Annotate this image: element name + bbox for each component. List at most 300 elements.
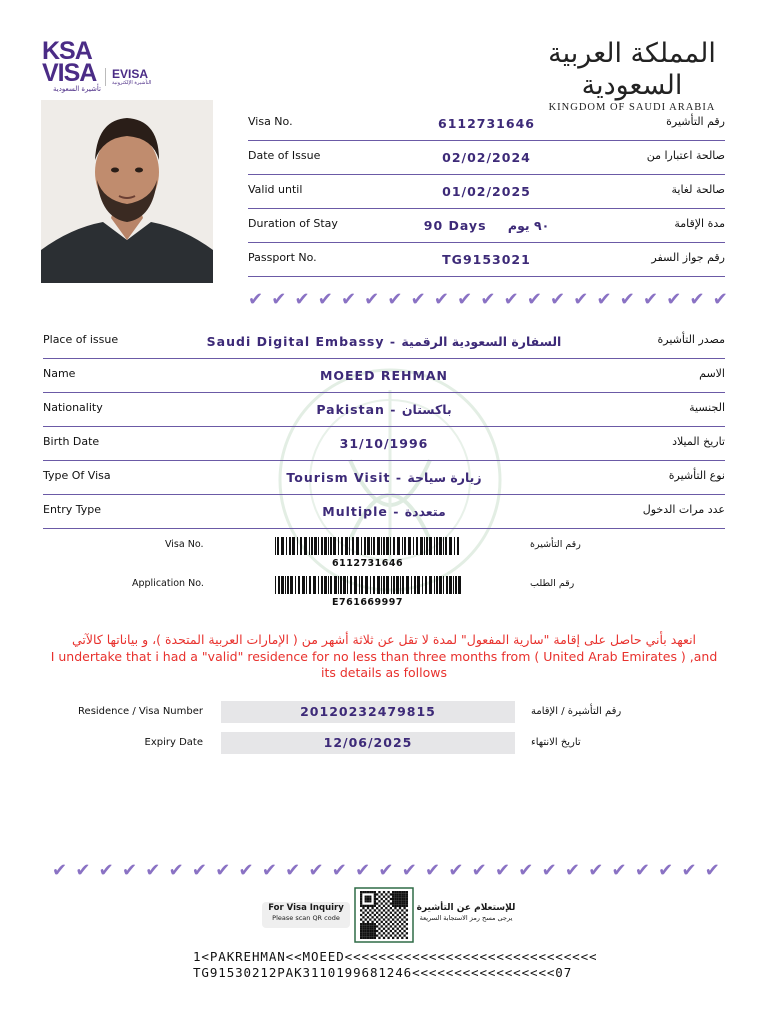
qr-module <box>365 930 367 932</box>
barcode-bar <box>347 576 348 594</box>
qr-module <box>360 902 362 904</box>
qr-module <box>367 934 369 936</box>
barcode-bar <box>449 576 452 594</box>
qr-module <box>369 914 371 916</box>
field-label: Date of Issue <box>248 149 321 162</box>
qr-module <box>403 925 405 927</box>
qr-module <box>387 891 389 893</box>
kingdom-arabic-calligraphy: المملكة العربية السعودية <box>548 38 716 101</box>
qr-module <box>371 921 373 923</box>
checkmark-icon: ✔ <box>387 289 403 310</box>
qr-module <box>406 893 408 895</box>
qr-module <box>378 909 380 911</box>
qr-module <box>401 914 403 916</box>
barcode-bar <box>406 576 409 594</box>
barcode-bar <box>286 537 287 555</box>
field-entry-type <box>43 494 725 529</box>
barcode-bar <box>383 576 385 594</box>
checkmark-icon: ✔ <box>634 860 650 881</box>
residence-label-arabic: رقم التأشيرة / الإقامة <box>531 706 622 717</box>
checkmark-icon: ✔ <box>480 289 496 310</box>
qr-module <box>406 900 408 902</box>
barcode-bar <box>290 576 293 594</box>
qr-module <box>362 934 364 936</box>
barcode-bar <box>397 537 400 555</box>
field-visa-no <box>248 106 725 141</box>
qr-module <box>369 918 371 920</box>
declaration-english-line2: its details as follows <box>320 665 447 680</box>
ksa-logo-arabic: تأشيرة السعودية <box>53 85 101 93</box>
qr-module <box>371 907 373 909</box>
qr-module <box>399 907 401 909</box>
ksa-logo-line1: KSA <box>42 37 92 65</box>
qr-module <box>360 923 362 925</box>
barcode-bar <box>321 537 323 555</box>
qr-module <box>367 896 369 898</box>
qr-module <box>367 898 369 900</box>
qr-module <box>367 937 369 939</box>
qr-module <box>403 912 405 914</box>
qr-module <box>394 930 396 932</box>
qr-module <box>387 896 389 898</box>
barcode-bar <box>420 537 423 555</box>
field-nationality <box>43 392 725 427</box>
qr-module <box>390 912 392 914</box>
qr-module <box>360 909 362 911</box>
qr-module <box>376 907 378 909</box>
barcode-bar <box>297 537 298 555</box>
qr-module <box>401 923 403 925</box>
barcode-bar <box>424 537 425 555</box>
qr-module <box>385 902 387 904</box>
qr-module <box>387 928 389 930</box>
qr-module <box>403 916 405 918</box>
field-label: Entry Type <box>43 503 102 516</box>
barcode-bar <box>400 576 401 594</box>
checkmark-icon: ✔ <box>308 860 324 881</box>
barcode-bar <box>454 537 455 555</box>
barcode-bar <box>309 537 310 555</box>
checkmark-icon: ✔ <box>248 289 264 310</box>
barcode-bar <box>414 576 416 594</box>
qr-module <box>362 925 364 927</box>
barcode-bar <box>338 576 339 594</box>
qr-module <box>383 900 385 902</box>
checkmark-icon: ✔ <box>294 289 310 310</box>
qr-module <box>399 900 401 902</box>
qr-module <box>371 912 373 914</box>
qr-module <box>374 893 376 895</box>
checkmark-icon: ✔ <box>448 860 464 881</box>
qr-module <box>360 914 362 916</box>
qr-module <box>390 902 392 904</box>
qr-module <box>399 898 401 900</box>
barcode-bar <box>341 537 343 555</box>
qr-module <box>381 916 383 918</box>
checkmark-icon: ✔ <box>285 860 301 881</box>
qr-module <box>406 902 408 904</box>
barcode-bar <box>434 537 435 555</box>
qr-module <box>385 898 387 900</box>
declaration-english-line1: I undertake that i had a "valid" residence for no less than three months from ( United Arab Emirates ) ,and <box>50 648 718 664</box>
field-value: 02/02/2024 <box>442 150 531 165</box>
barcode-bar <box>295 576 296 594</box>
field-label: Visa No. <box>248 115 293 128</box>
checkmark-icon: ✔ <box>611 860 627 881</box>
barcode-bar <box>390 537 391 555</box>
qr-module <box>369 932 371 934</box>
qr-module <box>378 932 380 934</box>
field-label-arabic: مدة الإقامة <box>674 217 725 230</box>
qr-module <box>401 902 403 904</box>
qr-module <box>369 900 371 902</box>
qr-module <box>365 923 367 925</box>
barcode-bar <box>455 576 457 594</box>
qr-module <box>362 905 364 907</box>
qr-module <box>381 930 383 932</box>
qr-module <box>401 928 403 930</box>
barcode-bar <box>285 576 286 594</box>
field-type-of-visa <box>43 460 725 495</box>
qr-module <box>374 898 376 900</box>
qr-module <box>378 900 380 902</box>
qr-module <box>383 891 385 893</box>
qr-module <box>376 916 378 918</box>
checkmark-icon: ✔ <box>573 289 589 310</box>
residence-value: 20120232479815 <box>221 701 515 723</box>
barcode-label-arabic: رقم الطلب <box>530 578 575 589</box>
qr-module <box>376 902 378 904</box>
qr-module <box>369 934 371 936</box>
barcode-bar <box>371 537 372 555</box>
checkmark-icon: ✔ <box>355 860 371 881</box>
qr-module <box>399 896 401 898</box>
barcode-bar <box>449 537 452 555</box>
field-value: Tourism Visit - زيارة سياحة <box>286 470 482 485</box>
field-label: Nationality <box>43 401 103 414</box>
qr-module <box>392 923 394 925</box>
qr-module <box>403 905 405 907</box>
checkmark-icon: ✔ <box>191 860 207 881</box>
field-label: Name <box>43 367 76 380</box>
qr-module <box>365 898 367 900</box>
qr-module <box>392 932 394 934</box>
qr-module <box>365 925 367 927</box>
checkmark-icon: ✔ <box>526 289 542 310</box>
qr-module <box>371 937 373 939</box>
barcode-bar <box>330 537 332 555</box>
barcode-bar <box>287 576 289 594</box>
field-value: 01/02/2025 <box>442 184 531 199</box>
checkmark-icon: ✔ <box>364 289 380 310</box>
qr-module <box>406 923 408 925</box>
field-label: Birth Date <box>43 435 100 448</box>
barcode-bar <box>292 537 295 555</box>
qr-module <box>399 921 401 923</box>
qr-module <box>394 934 396 936</box>
qr-module <box>397 891 399 893</box>
qr-module <box>367 905 369 907</box>
qr-module <box>406 937 408 939</box>
qr-module <box>397 902 399 904</box>
residence-declaration <box>30 632 738 682</box>
qr-module <box>390 934 392 936</box>
qr-module <box>362 891 364 893</box>
qr-module <box>403 900 405 902</box>
qr-module <box>362 923 364 925</box>
qr-module <box>406 914 408 916</box>
qr-module <box>394 905 396 907</box>
checkmark-icon: ✔ <box>145 860 161 881</box>
checkmark-icon: ✔ <box>378 860 394 881</box>
barcode-bar <box>377 576 380 594</box>
qr-module <box>401 937 403 939</box>
qr-module <box>369 891 371 893</box>
qr-module <box>365 909 367 911</box>
barcode-bar <box>304 537 307 555</box>
qr-module <box>374 934 376 936</box>
qr-module <box>367 891 369 893</box>
checkmark-icon: ✔ <box>238 860 254 881</box>
ksa-logo-line2: VISA <box>42 59 97 87</box>
checkmark-icon: ✔ <box>317 289 333 310</box>
qr-module <box>399 905 401 907</box>
qr-module <box>387 932 389 934</box>
visa-inquiry-english <box>262 902 350 928</box>
qr-module <box>387 909 389 911</box>
qr-module <box>365 937 367 939</box>
barcode-bar <box>365 576 368 594</box>
qr-module <box>367 907 369 909</box>
field-place-of-issue <box>43 324 725 359</box>
barcode-bar <box>302 576 305 594</box>
qr-module <box>392 891 394 893</box>
qr-module <box>383 896 385 898</box>
checkmark-icon: ✔ <box>494 860 511 881</box>
qr-module <box>397 896 399 898</box>
checkmark-icon: ✔ <box>596 289 612 310</box>
qr-module <box>401 898 403 900</box>
checkmark-icon: ✔ <box>666 289 682 310</box>
qr-module <box>403 934 405 936</box>
barcode-bar <box>458 576 461 594</box>
barcode-bar <box>453 576 454 594</box>
barcode-bar <box>373 537 375 555</box>
qr-module <box>365 918 367 920</box>
qr-module <box>374 918 376 920</box>
barcode-bar <box>354 576 357 594</box>
qr-module <box>383 914 385 916</box>
evisa-logo <box>105 68 151 86</box>
qr-module <box>390 893 392 895</box>
field-value: 90 Days ٩٠ يوم <box>423 218 550 233</box>
barcode-bar <box>417 576 420 594</box>
qr-module <box>392 896 394 898</box>
checkmark-icon: ✔ <box>503 289 519 310</box>
qr-module <box>367 916 369 918</box>
checkmark-icon: ✔ <box>689 289 705 310</box>
barcode-bar <box>338 537 339 555</box>
barcode-bar <box>324 537 327 555</box>
qr-module <box>394 902 396 904</box>
qr-code-icon[interactable] <box>354 887 414 943</box>
qr-module <box>376 925 378 927</box>
qr-module <box>365 934 367 936</box>
field-value: TG9153021 <box>442 252 531 267</box>
field-name <box>43 358 725 393</box>
kingdom-english-title: KINGDOM OF SAUDI ARABIA <box>548 102 716 113</box>
inquiry-subtitle: Please scan QR code <box>272 914 340 922</box>
barcode-bar <box>426 537 428 555</box>
field-label: Valid until <box>248 183 303 196</box>
barcode-bar <box>278 576 280 594</box>
applicant-photo <box>41 100 213 283</box>
mrz-line-2: TG91530212PAK3110199681246<<<<<<<<<<<<<<<<<07 <box>193 965 573 980</box>
qr-module <box>383 932 385 934</box>
qr-module <box>401 900 403 902</box>
field-label: Place of issue <box>43 333 119 346</box>
qr-module <box>362 907 364 909</box>
qr-module <box>401 891 403 893</box>
barcode-bar <box>318 576 319 594</box>
qr-module <box>392 898 394 900</box>
qr-module <box>369 928 371 930</box>
qr-module <box>374 928 376 930</box>
qr-module <box>378 937 380 939</box>
visa-no-barcode <box>275 537 461 555</box>
barcode-bar <box>324 576 327 594</box>
barcode-bar <box>281 537 284 555</box>
checkmark-icon: ✔ <box>564 860 580 881</box>
qr-module <box>378 928 380 930</box>
qr-module <box>378 923 380 925</box>
qr-module <box>394 896 396 898</box>
residence-visa-number-row <box>0 701 768 723</box>
qr-module <box>362 932 364 934</box>
qr-module <box>406 898 408 900</box>
qr-module <box>397 905 399 907</box>
barcode-bar <box>393 537 395 555</box>
qr-module <box>392 900 394 902</box>
qr-module <box>399 925 401 927</box>
barcode-bar <box>416 537 418 555</box>
qr-module <box>360 937 362 939</box>
barcode-bar <box>422 576 423 594</box>
barcode-bar <box>393 576 395 594</box>
qr-module <box>362 921 364 923</box>
qr-module <box>374 896 376 898</box>
qr-module <box>403 907 405 909</box>
qr-module <box>374 932 376 934</box>
qr-module <box>406 918 408 920</box>
qr-module <box>392 928 394 930</box>
barcode-bar <box>396 576 399 594</box>
visa-inquiry-arabic <box>416 902 516 928</box>
field-value: 6112731646 <box>438 116 535 131</box>
barcode-bar <box>314 537 317 555</box>
barcode-bar <box>300 537 302 555</box>
barcode-bar <box>402 537 403 555</box>
qr-module <box>360 918 362 920</box>
barcode-bar <box>330 576 332 594</box>
qr-module <box>378 891 380 893</box>
qr-module <box>369 909 371 911</box>
barcode-bar <box>352 537 354 555</box>
barcode-bar <box>436 537 438 555</box>
qr-module <box>401 909 403 911</box>
ksa-visa-logo <box>42 37 112 93</box>
checkmark-icon: ✔ <box>518 860 534 881</box>
field-value: 31/10/1996 <box>339 436 429 451</box>
qr-module <box>371 923 373 925</box>
qr-module <box>374 925 376 927</box>
barcode-bar <box>318 537 319 555</box>
qr-module <box>406 928 408 930</box>
qr-module <box>374 923 376 925</box>
field-label-arabic: عدد مرات الدخول <box>642 503 725 516</box>
barcode-bar <box>364 537 366 555</box>
qr-module <box>399 902 401 904</box>
field-label-arabic: نوع التأشيرة <box>668 469 725 482</box>
field-label: Type Of Visa <box>43 469 111 482</box>
barcode-bar <box>349 537 350 555</box>
qr-module <box>392 918 394 920</box>
qr-module <box>383 918 385 920</box>
qr-module <box>401 918 403 920</box>
qr-module <box>385 893 387 895</box>
field-label-arabic: مصدر التأشيرة <box>657 333 725 346</box>
barcode-bar <box>370 576 371 594</box>
inquiry-title-arabic: للإستعلام عن التأشيرة <box>416 903 516 913</box>
qr-module <box>365 905 367 907</box>
qr-module <box>360 891 362 893</box>
barcode-bar <box>411 576 412 594</box>
qr-module <box>362 912 364 914</box>
barcode-bar <box>361 537 362 555</box>
qr-module <box>406 905 408 907</box>
expiry-label-arabic: تاريخ الانتهاء <box>531 737 581 748</box>
field-duration-of-stay <box>248 208 725 243</box>
qr-module <box>387 937 389 939</box>
qr-module <box>362 928 364 930</box>
qr-module <box>381 893 383 895</box>
checkmark-icon: ✔ <box>550 289 566 310</box>
qr-module <box>397 937 399 939</box>
qr-module <box>374 902 376 904</box>
barcode-bar <box>381 537 382 555</box>
barcode-bar <box>289 537 291 555</box>
field-label-arabic: الاسم <box>699 367 725 380</box>
qr-module <box>385 925 387 927</box>
barcode-label-arabic: رقم التأشيرة <box>530 539 581 550</box>
qr-module <box>381 912 383 914</box>
qr-module <box>394 925 396 927</box>
qr-module <box>360 928 362 930</box>
barcode-bar <box>402 576 404 594</box>
qr-module <box>394 912 396 914</box>
field-value: MOEED REHMAN <box>319 368 449 383</box>
field-label-arabic: رقم التأشيرة <box>666 115 725 128</box>
qr-module <box>360 898 362 900</box>
qr-module <box>381 898 383 900</box>
qr-module <box>383 923 385 925</box>
qr-module <box>397 909 399 911</box>
barcode-bar <box>443 576 444 594</box>
qr-module <box>385 930 387 932</box>
qr-module <box>367 912 369 914</box>
qr-module <box>371 916 373 918</box>
barcode-bar <box>386 537 389 555</box>
